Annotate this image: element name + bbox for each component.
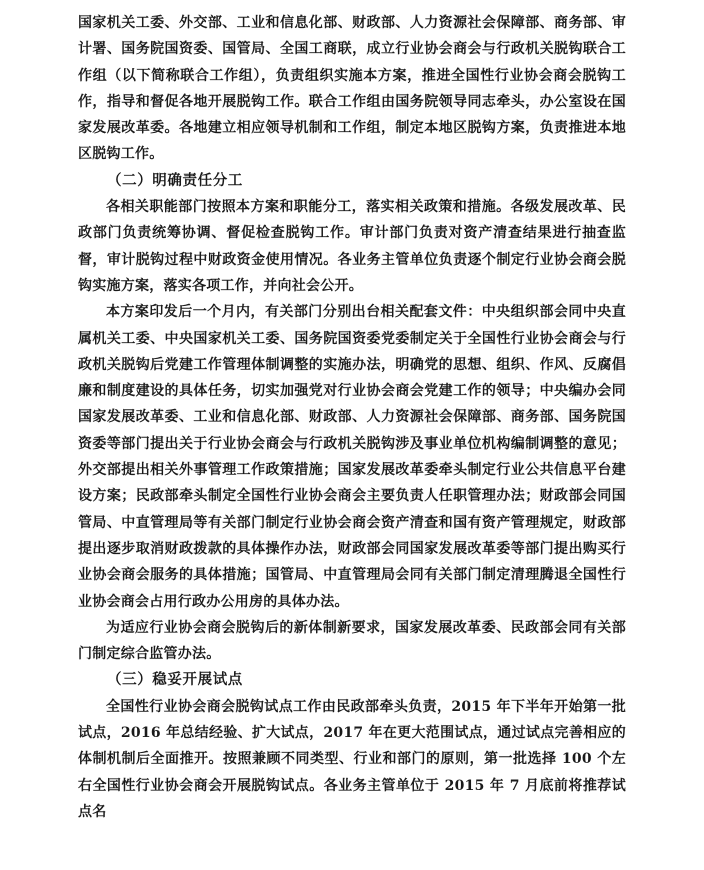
document-page	[78, 10, 626, 825]
paragraph-supporting-documents: 本方案印发后一个月内，有关部门分别出台相关配套文件：中央组织部会同中央直属机关工委、中央国家机关工委、国务院国资委党委制定关于全国性行业协会商会与行政机关脱钩后党建工作管理体制调整的实施办法，明确党的思想、组织、作风、反腐倡廉和制度建设的具体任务，切实加强党对行业协会商会党建工作的领导；中央编办会同国家发展改革委、工业和信息化部、财政部、人力资源社会保障部、商务部、国务院国资委等部门提出关于行业协会商会与行政机关脱钩涉及事业单位机构编制调整的意见；外交部提出相关外事管理工作政策措施；国家发展改革委牵头制定行业公共信息平台建设方案；民政部牵头制定全国性行业协会商会主要负责人任职管理办法；财政部会同国管局、中直管理局等有关部门制定行业协会商会资产清查和国有资产管理规定，财政部提出逐步取消财政拨款的具体操作办法，财政部会同国家发展改革委等部门提出购买行业协会商会服务的具体措施；国管局、中直管理局会同有关部门制定清理腾退全国性行业协会商会占用行政办公用房的具体办法。	[78, 304, 626, 610]
paragraph-comprehensive-supervision: 为适应行业协会商会脱钩后的新体制新要求，国家发展改革委、民政部会同有关部门制定综合监管办法。	[78, 619, 626, 663]
paragraph-department-duties: 各相关职能部门按照本方案和职能分工，落实相关政策和措施。各级发展改革、民政部门负责统筹协调、督促检查脱钩工作。审计部门负责对资产清查结果进行抽查监督，审计脱钩过程中财政资金使用情况。各业务主管单位负责逐个制定行业协会商会脱钩实施方案，落实各项工作，并向社会公开。	[78, 199, 626, 294]
section-heading-pilot: （三）稳妥开展试点	[107, 671, 243, 689]
paragraph-pilot-work: 全国性行业协会商会脱钩试点工作由民政部牵头负责，2015 年下半年开始第一批试点，2016 年总结经验、扩大试点，2017 年在更大范围试点，通过试点完善相应的体制机制后全面推开。按照兼顾不同类型、行业和部门的原则，第一批选择 100 个左右全国性行业协会商会开展脱钩试点。各业务主管单位于 2015 年 7 月底前将推荐试点名	[78, 698, 626, 820]
section-heading-responsibilities: （二）明确责任分工	[107, 171, 243, 189]
paragraph-joint-working-group: 国家机关工委、外交部、工业和信息化部、财政部、人力资源社会保障部、商务部、审计署、国务院国资委、国管局、全国工商联，成立行业协会商会与行政机关脱钩联合工作组（以下简称联合工作组），负责组织实施本方案，推进全国性行业协会商会脱钩工作，指导和督促各地开展脱钩工作。联合工作组由国务院领导同志牵头，办公室设在国家发展改革委。各地建立相应领导机制和工作组，制定本地区脱钩方案，负责推进本地区脱钩工作。	[78, 15, 626, 163]
